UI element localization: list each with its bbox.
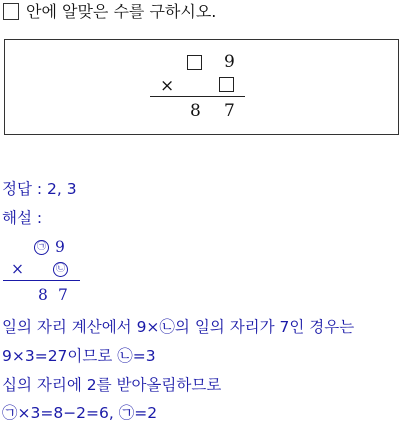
work-eight: 8	[38, 286, 48, 304]
multiply-sign: ×	[160, 76, 175, 96]
result-ones: 7	[224, 101, 235, 121]
blank-box-multiplier	[219, 77, 234, 92]
explanation-line-1: 일의 자리 계산에서 9×㉡의 일의 자리가 7인 경우는	[2, 318, 355, 336]
answer-label: 정답 : 2, 3	[2, 180, 77, 198]
result-tens: 8	[190, 101, 201, 121]
top-ones-digit: 9	[224, 52, 235, 72]
question-title: 안에 알맞은 수를 구하시오.	[26, 2, 217, 21]
explanation-line-2: 9×3=27이므로 ㉡=3	[2, 347, 156, 365]
circle-b-icon: ㉡	[53, 262, 68, 277]
work-nine: 9	[55, 238, 65, 256]
work-sum-line	[3, 280, 80, 281]
blank-box-tens	[187, 55, 202, 70]
explanation-label: 해설 :	[2, 209, 43, 227]
explanation-line-4: ㉠×3=8−2=6, ㉠=2	[2, 404, 158, 422]
work-seven: 7	[58, 286, 68, 304]
blank-box-icon	[3, 3, 19, 20]
explanation-line-3: 십의 자리에 2를 받아올림하므로	[2, 376, 222, 394]
circle-a-icon: ㉠	[34, 240, 49, 255]
sum-line	[150, 96, 245, 97]
work-times: ×	[11, 260, 24, 278]
problem-frame	[4, 39, 399, 135]
